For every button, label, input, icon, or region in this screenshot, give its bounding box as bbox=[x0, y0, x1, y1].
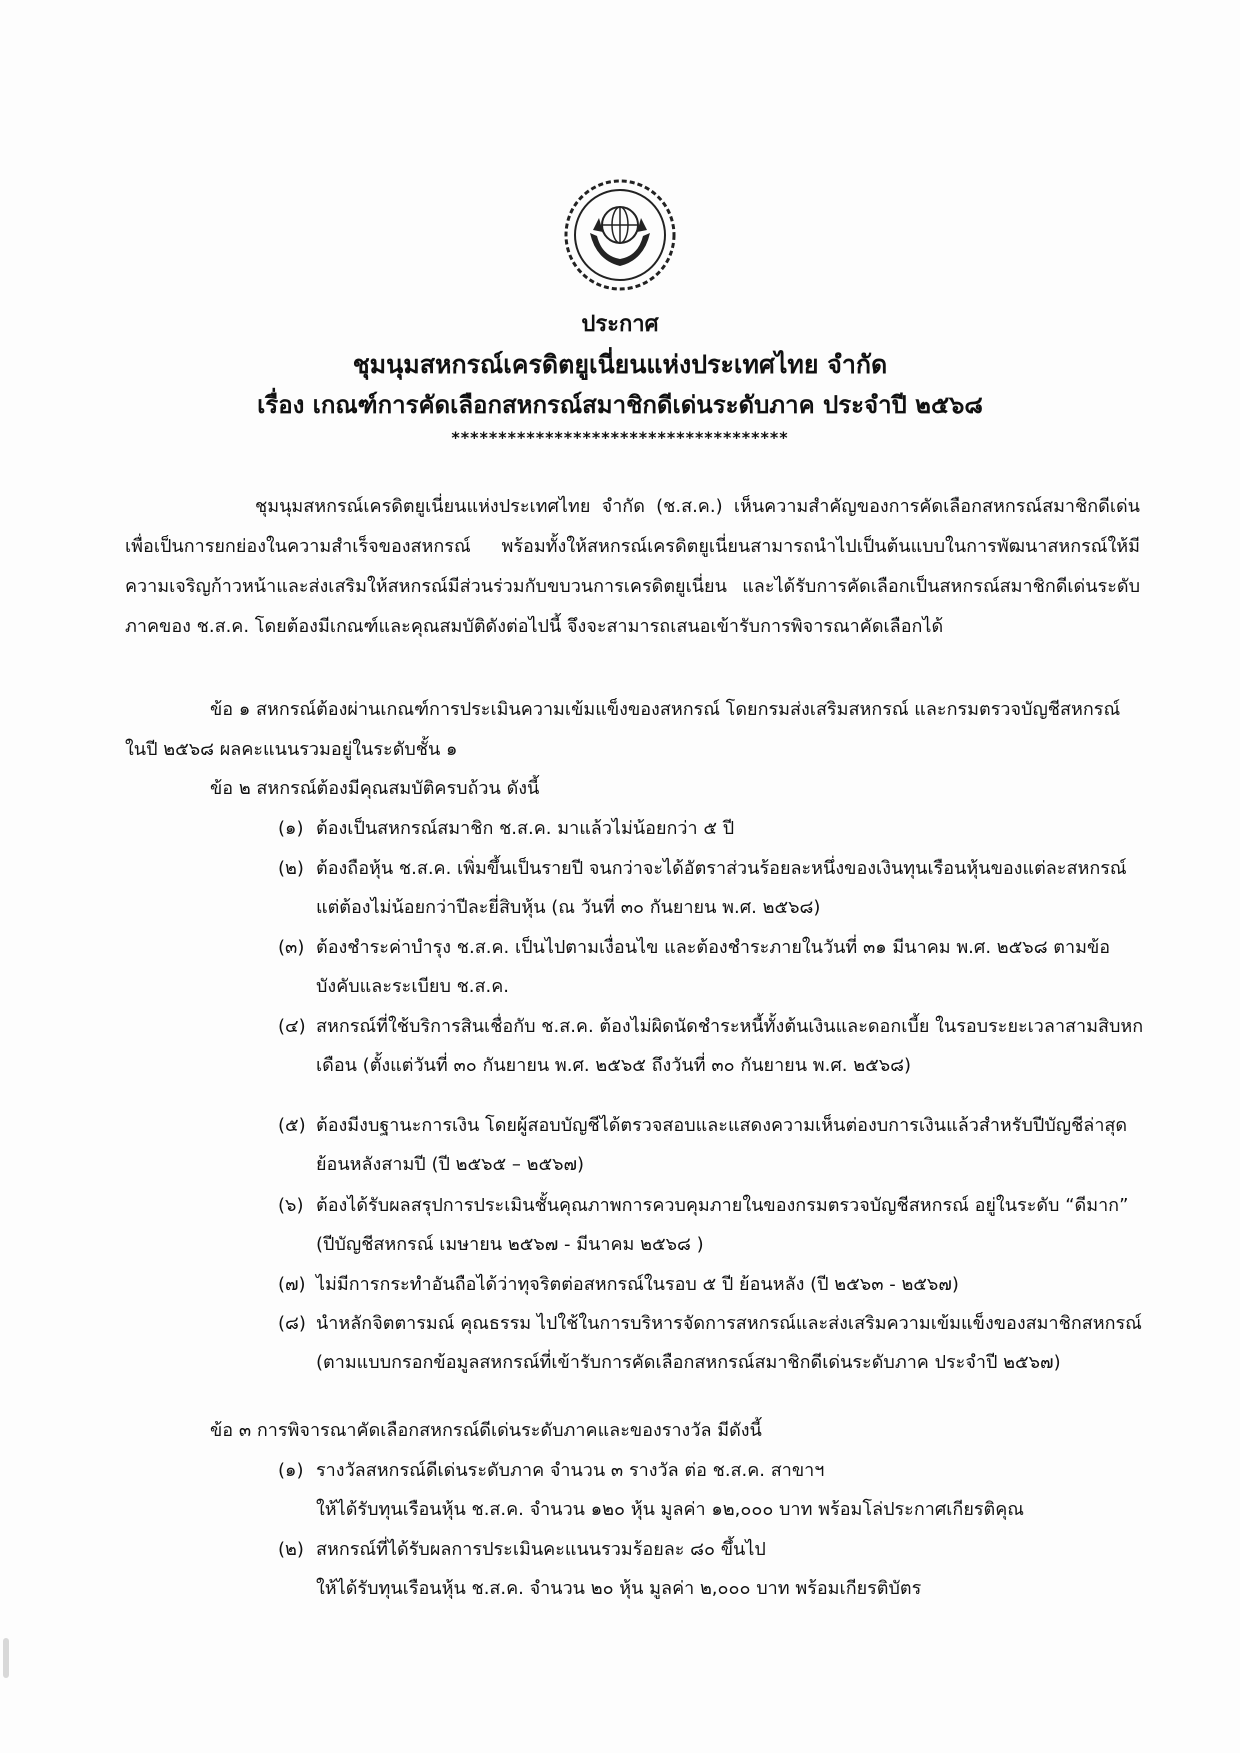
item-text: สหกรณ์ที่ได้รับผลการประเมินคะแนนรวมร้อยละ ๘๐ ขึ้นไป bbox=[316, 1539, 766, 1560]
item-number: (๘) bbox=[278, 1313, 306, 1334]
clause-2-item bbox=[278, 849, 1148, 927]
item-number: (๓) bbox=[278, 937, 305, 958]
item-text: รางวัลสหกรณ์ดีเด่นระดับภาค จำนวน ๓ รางวัล ต่อ ช.ส.ค. สาขาฯ bbox=[316, 1460, 825, 1481]
item-text-detail: ให้ได้รับทุนเรือนหุ้น ช.ส.ค. จำนวน ๒๐ หุ้น มูลค่า ๒,๐๐๐ บาท พร้อมเกียรติบัตร bbox=[316, 1578, 922, 1599]
scan-edge-mark bbox=[3, 1638, 9, 1678]
clause-3-heading bbox=[125, 1411, 1140, 1451]
item-number: (๒) bbox=[278, 858, 304, 879]
organization-name: ชุมนุมสหกรณ์เครดิตยูเนี่ยนแห่งประเทศไทย จำกัด bbox=[352, 350, 888, 379]
clause-2-item bbox=[278, 809, 1148, 848]
item-text: ต้องชำระค่าบำรุง ช.ส.ค. เป็นไปตามเงื่อนไข และต้องชำระภายในวันที่ ๓๑ มีนาคม พ.ศ. ๒๕๖๘ ตามข้อบังคับและระเบียบ ช.ส.ค. bbox=[316, 937, 1111, 997]
clause-3-item bbox=[278, 1530, 1148, 1608]
item-number: (๒) bbox=[278, 1539, 304, 1560]
item-text: ต้องเป็นสหกรณ์สมาชิก ช.ส.ค. มาแล้วไม่น้อยกว่า ๕ ปี bbox=[316, 818, 735, 839]
clause-2-head-text: ข้อ ๒ สหกรณ์ต้องมีคุณสมบัติครบถ้วน ดังนี้ bbox=[210, 778, 540, 799]
item-text: ต้องมีงบฐานะการเงิน โดยผู้สอบบัญชีได้ตรวจสอบและแสดงความเห็นต่องบการเงินแล้วสำหรับปีบัญชีล่าสุดย้อนหลังสามปี (ปี ๒๕๖๕ – ๒๕๖๗) bbox=[316, 1115, 1128, 1175]
item-text: ต้องได้รับผลสรุปการประเมินชั้นคุณภาพการควบคุมภายในของกรมตรวจบัญชีสหกรณ์ อยู่ในระดับ “ดีมาก” (ปีบัญชีสหกรณ์ เมษายน ๒๕๖๗ - มีนาคม ๒๕๖๘ ) bbox=[316, 1195, 1129, 1255]
item-number: (๗) bbox=[278, 1274, 306, 1295]
item-number: (๔) bbox=[278, 1016, 306, 1037]
clause-2-item bbox=[278, 1265, 1148, 1304]
cooperative-emblem-icon bbox=[563, 178, 677, 292]
clause-1: ข้อ ๑ สหกรณ์ต้องผ่านเกณฑ์การประเมินความเข้มแข็งของสหกรณ์ โดยกรมส่งเสริมสหกรณ์ และกรมตรวจบัญชีสหกรณ์ ในปี ๒๕๖๘ ผลคะแนนรวมอยู่ในระดับชั้น ๑ bbox=[125, 699, 1121, 760]
item-number: (๕) bbox=[278, 1115, 306, 1136]
clause-2-item bbox=[278, 1007, 1148, 1085]
item-number: (๖) bbox=[278, 1195, 304, 1216]
intro-paragraph: ชุมนุมสหกรณ์เครดิตยูเนี่ยนแห่งประเทศไทย จำกัด (ช.ส.ค.) เห็นความสำคัญของการคัดเลือกสหกรณ์สมาชิกดีเด่น เพื่อเป็นการยกย่องในความสำเร็จของสหกรณ์ พร้อมทั้งให้สหกรณ์เครดิตยูเนี่ยนสามารถนำไปเป็นต้นแบบในการพัฒนาสหกรณ์ให้มีความเจริญก้าวหน้าและส่งเสริมให้สหกรณ์มีส่วนร่วมกับขบวนการเครดิตยูเนี่ยน และได้รับการคัดเลือกเป็นสหกรณ์สมาชิกดีเด่นระดับภาคของ ช.ส.ค. โดยต้องมีเกณฑ์และคุณสมบัติดังต่อไปนี้ จึงจะสามารถเสนอเข้ารับการพิจารณาคัดเลือกได้ bbox=[125, 496, 1140, 637]
announcement-header bbox=[0, 305, 1240, 451]
clause-3-item bbox=[278, 1451, 1148, 1529]
item-text: นำหลักจิตตารมณ์ คุณธรรม ไปใช้ในการบริหารจัดการสหกรณ์และส่งเสริมความเข้มแข็งของสมาชิกสหกรณ์ (ตามแบบกรอกข้อมูลสหกรณ์ที่เข้ารับการคัดเลือกสหกรณ์สมาชิกดีเด่นระดับภาค ประจำปี ๒๕๖๗) bbox=[316, 1313, 1142, 1373]
clause-3-head-text: ข้อ ๓ การพิจารณาคัดเลือกสหกรณ์ดีเด่นระดับภาคและของรางวัล มีดังนี้ bbox=[210, 1420, 762, 1441]
announcement-subject: เรื่อง เกณฑ์การคัดเลือกสหกรณ์สมาชิกดีเด่นระดับภาค ประจำปี ๒๕๖๘ bbox=[257, 391, 983, 419]
item-text-detail: ให้ได้รับทุนเรือนหุ้น ช.ส.ค. จำนวน ๑๒๐ หุ้น มูลค่า ๑๒,๐๐๐ บาท พร้อมโล่ประกาศเกียรติคุณ bbox=[316, 1499, 1024, 1520]
item-number: (๑) bbox=[278, 818, 304, 839]
item-text: ต้องถือหุ้น ช.ส.ค. เพิ่มขึ้นเป็นรายปี จนกว่าจะได้อัตราส่วนร้อยละหนึ่งของเงินทุนเรือนหุ้นของแต่ละสหกรณ์ แต่ต้องไม่น้อยกว่าปีละยี่สิบหุ้น (ณ วันที่ ๓๐ กันยายน พ.ศ. ๒๕๖๘) bbox=[316, 858, 1127, 918]
item-number: (๑) bbox=[278, 1460, 304, 1481]
clause-2-item bbox=[278, 928, 1148, 1006]
item-text: ไม่มีการกระทำอันถือได้ว่าทุจริตต่อสหกรณ์ในรอบ ๕ ปี ย้อนหลัง (ปี ๒๕๖๓ - ๒๕๖๗) bbox=[316, 1274, 959, 1295]
separator-line: ************************************ bbox=[451, 428, 789, 447]
item-text: สหกรณ์ที่ใช้บริการสินเชื่อกับ ช.ส.ค. ต้องไม่ผิดนัดชำระหนี้ทั้งต้นเงินและดอกเบี้ย ในรอบระยะเวลาสามสิบหกเดือน (ตั้งแต่วันที่ ๓๐ กันยายน พ.ศ. ๒๕๖๕ ถึงวันที่ ๓๐ กันยายน พ.ศ. ๒๕๖๘) bbox=[316, 1016, 1144, 1076]
announcement-title: ประกาศ bbox=[581, 312, 659, 337]
clause-2-heading bbox=[125, 769, 1140, 809]
clause-2-item bbox=[278, 1186, 1148, 1264]
clause-2-item bbox=[278, 1106, 1148, 1184]
clause-2-item bbox=[278, 1304, 1148, 1382]
